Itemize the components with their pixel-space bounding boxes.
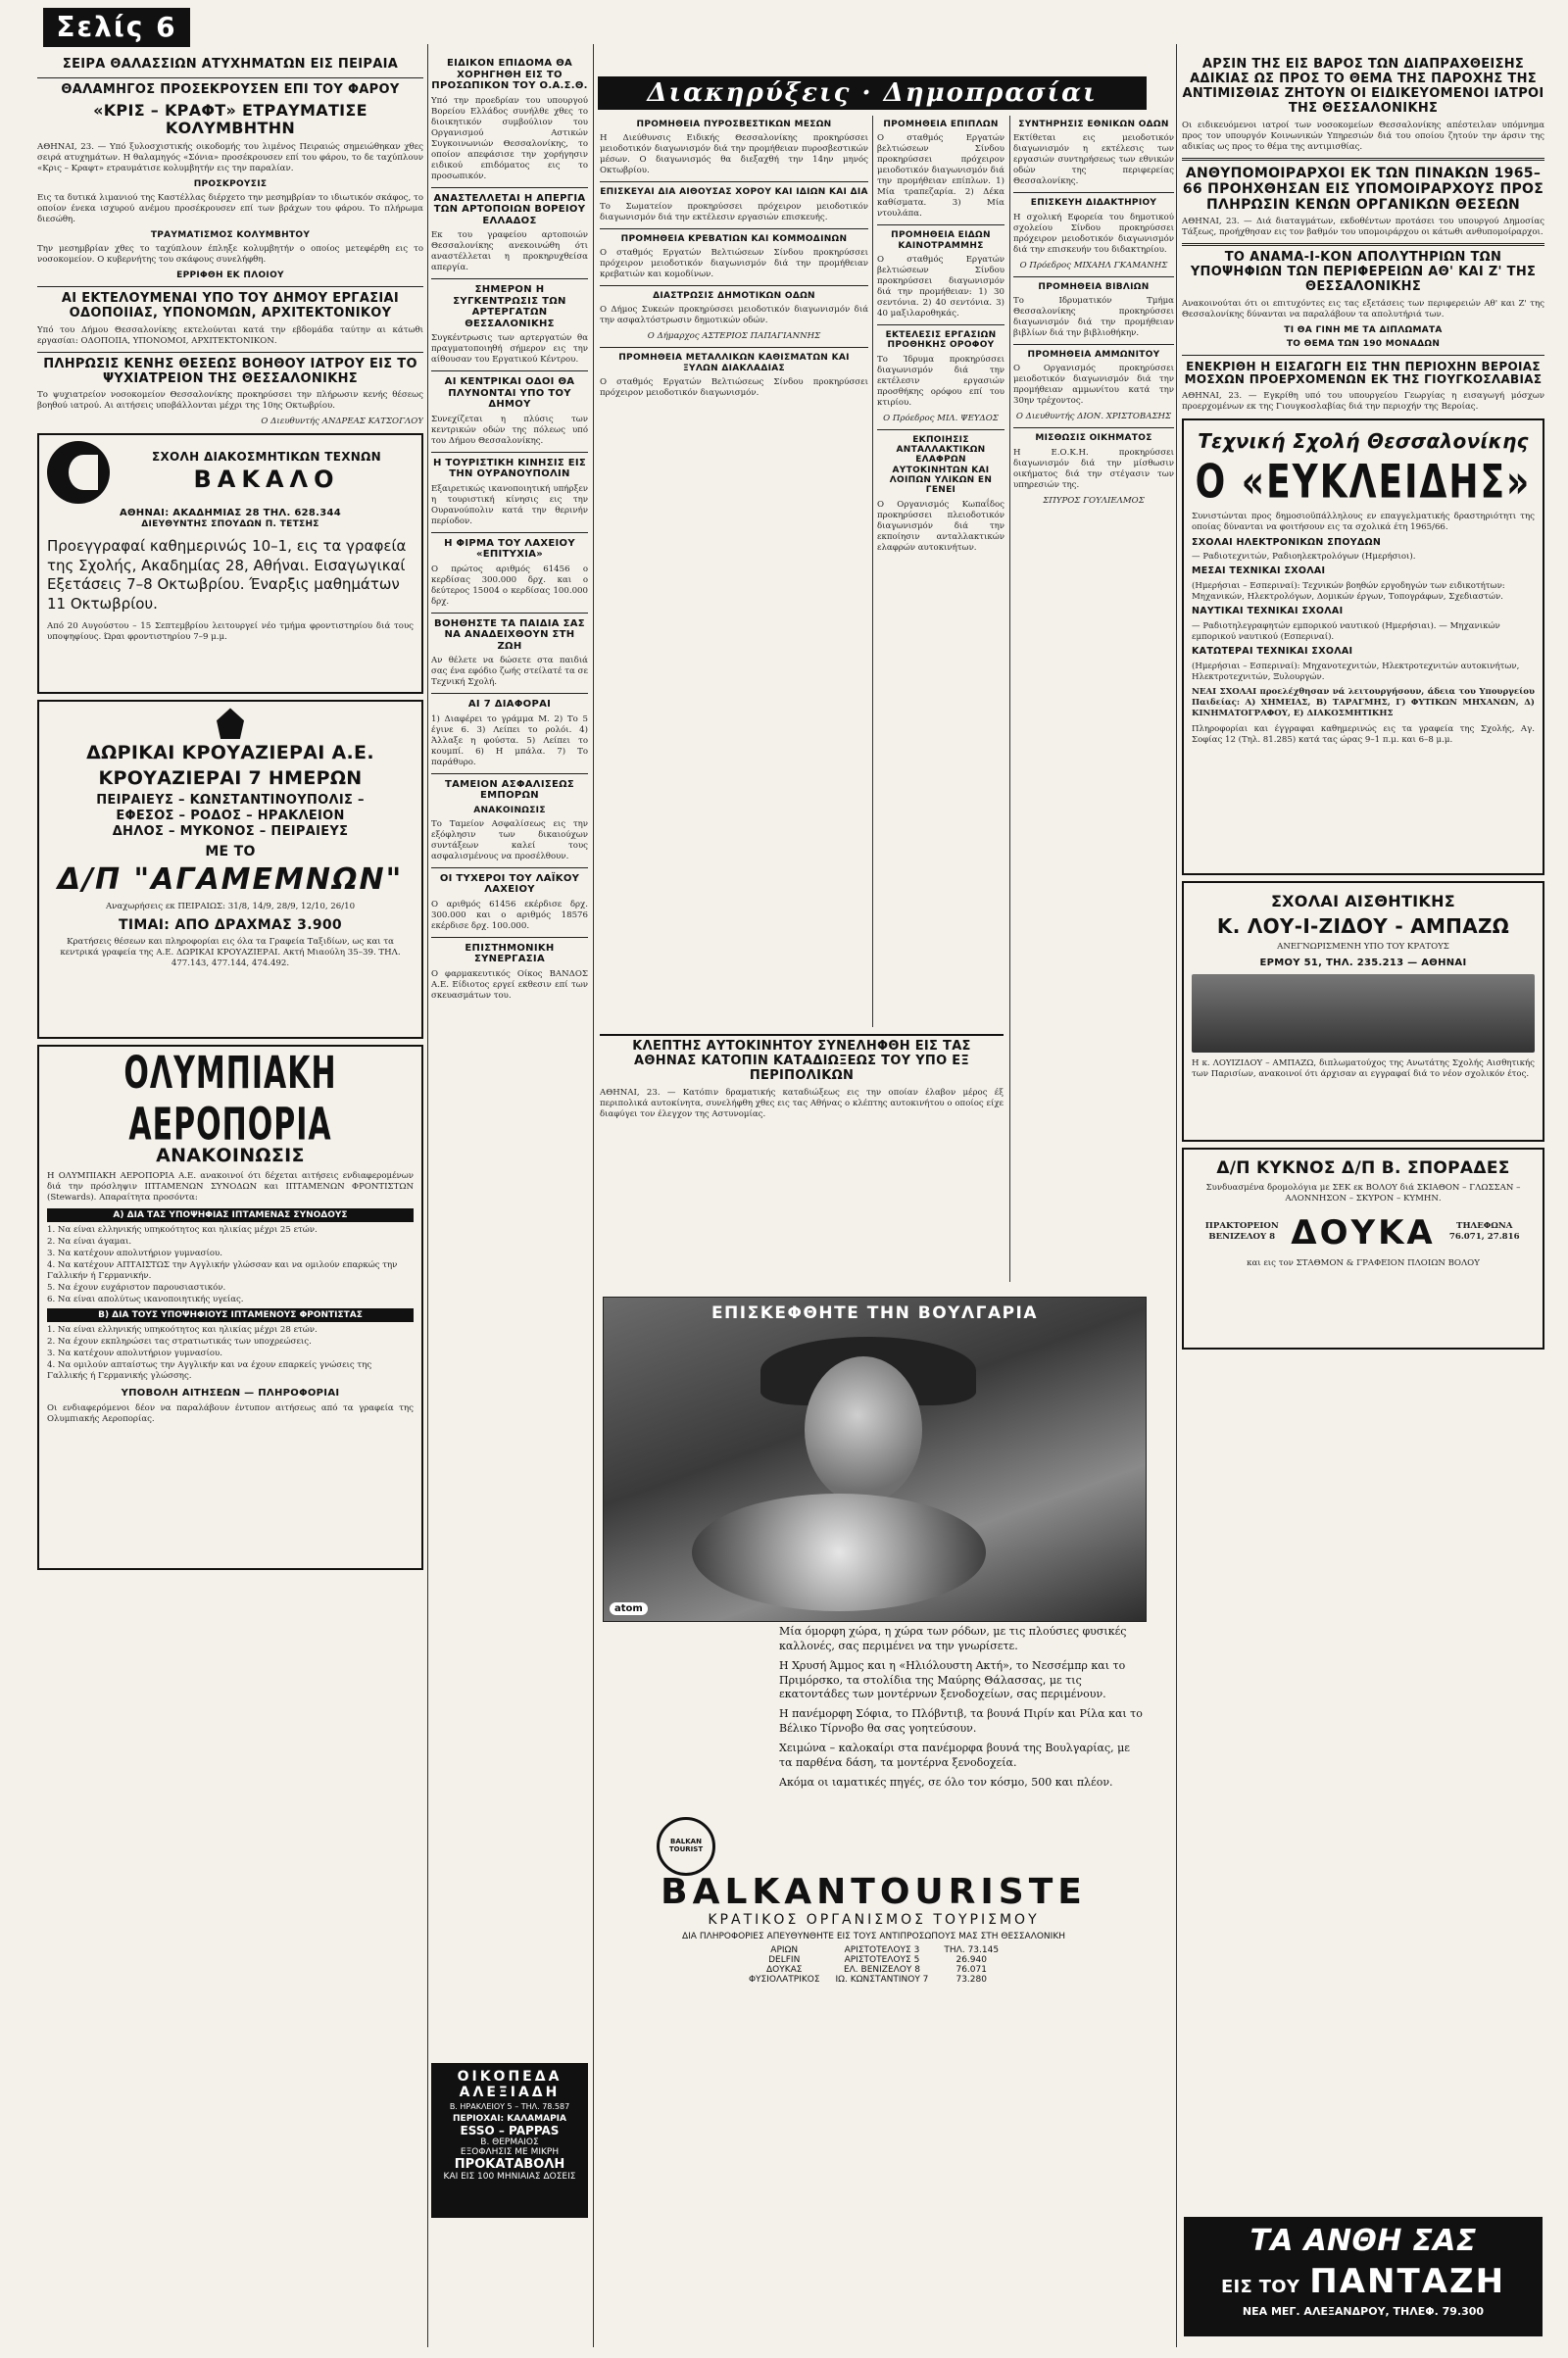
ad-line: ΤΑ ΑΝΘΗ ΣΑΣ: [1250, 2224, 1477, 2258]
agent-name: ΔΟΥΚΑΣ: [765, 1965, 803, 1975]
photo-agency-logo: atom: [610, 1602, 648, 1615]
agent-tel: 76.071: [956, 1965, 987, 1975]
ad-address: Β. ΗΡΑΚΛΕΙΟΥ 5 – ΤΗΛ. 78.587: [449, 2102, 570, 2112]
ad-body: Η ΟΛΥΜΠΙΑΚΗ ΑΕΡΟΠΟΡΙΑ Α.Ε. ανακοινοί ότι δέχεται αιτήσεις ενδιαφερομένων διά την πρόσληψιν ΙΠΤΑΜΕΝΩΝ ΣΥΝΟΔΩΝ και ΙΠΤΑΜΕΝΩΝ ΦΡΟΝΤΙΣΤΩΝ (Stewards). Απαραίτητα προσόντα:: [47, 1171, 414, 1204]
headline: ΒΟΗΘΗΣΤΕ ΤΑ ΠΑΙΔΙΑ ΣΑΣ ΝΑ ΑΝΑΔΕΙΧΘΟΥΝ ΣΤΗ ΖΩΗ: [434, 617, 585, 652]
ad-cruise-duration: ΚΡΟΥΑΖΙΕΡΑΙ 7 ΗΜΕΡΩΝ: [98, 767, 363, 790]
notice-signature: Ο Πρόεδρος ΜΙΧΑΗΛ ΓΚΑΜΑΝΗΣ: [1019, 260, 1168, 270]
notice-heading: ΕΠΙΣΚΕΥΗ ΔΙΔΑΚΤΗΡΙΟΥ: [1030, 198, 1157, 209]
ad-cruise-company: ΔΩΡΙΚΑΙ ΚΡΟΥΑΖΙΕΡΑΙ Α.Ε.: [86, 742, 374, 764]
headline: ΤΑΜΕΙΟΝ ΑΣΦΑΛΙΣΕΩΣ ΕΜΠΟΡΩΝ: [444, 778, 575, 801]
notice-text: Ο Οργανισμός Κωπαΐδος προκηρύσσει πλειοδοτικόν διαγωνισμόν διά την εκποίησιν ανταλλακτικών ελαφρών αυτοκινήτων.: [877, 499, 1004, 553]
notice-heading: ΠΡΟΜΗΘΕΙΑ ΕΠΙΠΛΩΝ: [883, 120, 999, 129]
ad-recognition: ΑΝΕΓΝΩΡΙΣΜΕΝΗ ΥΠΟ ΤΟΥ ΚΡΑΤΟΥΣ: [1277, 941, 1449, 952]
ad-line: ΕΞΟΦΛΗΣΙΣ ΜΕ ΜΙΚΡΗ: [460, 2147, 560, 2158]
headline: ΕΝΕΚΡΙΘΗ Η ΕΙΣΑΓΩΓΗ ΕΙΣ ΤΗΝ ΠΕΡΙΟΧΗΝ ΒΕΡΟΙΑΣ ΜΟΣΧΩΝ ΠΡΟΕΡΧΟΜΕΝΩΝ ΕΚ ΤΗΣ ΓΙΟΥΓΚΟΣΛΑΒΙΑΣ: [1184, 359, 1543, 387]
headline: ΑΡΣΙΝ ΤΗΣ ΕΙΣ ΒΑΡΟΣ ΤΩΝ ΔΙΑΠΡΑΧΘΕΙΣΗΣ ΑΔΙΚΙΑΣ ΩΣ ΠΡΟΣ ΤΟ ΘΕΜΑ ΤΗΣ ΠΑΡΟΧΗΣ ΤΗΣ ΑΝΤΙΜΙΣΘΙΑΣ ΖΗΤΟΥΝ ΟΙ ΕΙΔΙΚΕΥΟΜΕΝΟΙ ΙΑΤΡΟΙ ΤΗΣ ΘΕΣΣΑΛΟΝΙΚΗΣ: [1182, 57, 1544, 116]
headline: ΕΙΔΙΚΟΝ ΕΠΙΔΟΜΑ ΘΑ ΧΟΡΗΓΗΘΗ ΕΙΣ ΤΟ ΠΡΟΣΩΠΙΚΟΝ ΤΟΥ Ο.Α.Σ.Θ.: [431, 58, 588, 91]
notice-text: Ο Οργανισμός προκηρύσσει μειοδοτικόν διαγωνισμόν διά την προμήθειαν αμμωνίτου κατά την 30ην τρέχοντος.: [1013, 364, 1174, 407]
ferry-advertisement: [1182, 1148, 1544, 1350]
ad-airline-name: ΟΛΥΜΠΙΑΚΗ ΑΕΡΟΠΟΡΙΑ: [123, 1048, 337, 1151]
article-text: Συγκέντρωσις των αρτεργατών θα πραγματοποιηθή σήμερον εις την αίθουσαν του Εργατικού Κέντρου.: [431, 333, 588, 365]
ad-line: Β. ΘΕΡΜΑΙΟΣ: [480, 2137, 539, 2148]
ad-route: ΔΗΛΟΣ – ΜΥΚΟΝΟΣ – ΠΕΙΡΑΙΕΥΣ: [112, 824, 349, 839]
column-divider: [1176, 44, 1177, 2347]
article-text: Το ψυχιατρείον νοσοκομείον Θεσσαλονίκης προκηρύσσει την πλήρωσιν κενής θέσεως βοηθού ιατρού. Αι αιτήσεις υποβάλλονται μέχρι της 10ης Οκτωβρίου.: [37, 390, 423, 412]
article-text: Ο φαρμακευτικός Οίκος ΒΑΝΔΟΣ Α.Ε. Είδιοτος εργεί εκθεσιν επί των σκευασμάτων του.: [431, 968, 588, 1001]
agent-row: [741, 1955, 1006, 1965]
ad-section-heading: ΣΧΟΛΑΙ ΗΛΕΚΤΡΟΝΙΚΩΝ ΣΠΟΥΔΩΝ: [1192, 536, 1382, 548]
ad-announcement-label: ΑΝΑΚΟΙΝΩΣΙΣ: [156, 1145, 305, 1167]
ad-photo: [1192, 974, 1535, 1053]
notice-heading: ΠΡΟΜΗΘΕΙΑ ΜΕΤΑΛΛΙΚΩΝ ΚΑΘΙΣΜΑΤΩΝ ΚΑΙ ΞΥΛΩΝ ΔΙΑΚΛΑΔΙΑΣ: [618, 353, 850, 373]
car-thief-article: [600, 1034, 1004, 1286]
notice-heading: ΠΡΟΜΗΘΕΙΑ ΠΥΡΟΣΒΕΣΤΙΚΩΝ ΜΕΣΩΝ: [636, 120, 832, 129]
balkantourist-badge: [627, 1813, 745, 1880]
article-text: Ανακοινούται ότι οι επιτυχόντες εις τας εξετάσεις των περιφερειών Αθ' και Ζ' της Θεσσαλονίκης δύνανται να παραλάβουν τα απολυτήριά των.: [1182, 298, 1544, 319]
ad-director: ΔΙΕΥΘΥΝΤΗΣ ΣΠΟΥΔΩΝ Π. ΤΕΤΣΗΣ: [141, 518, 319, 529]
headline: ΑΙ ΚΕΝΤΡΙΚΑΙ ΟΔΟΙ ΘΑ ΠΛΥΝΟΝΤΑΙ ΥΠΟ ΤΟΥ ΔΗΜΟΥ: [444, 376, 575, 410]
column-divider: [872, 116, 873, 1027]
agent-addr: ΑΡΙΣΤΟΤΕΛΟΥΣ 5: [844, 1955, 920, 1965]
notices-column-a: [600, 116, 868, 1027]
notice-text: Ο σταθμός Εργατών Βελτιώσεων Σίνδου προκηρύσσει πρόχειρον μειοδοτικόν διαγωνισμόν διά την προμήθειαν κρεβατιών και κομοδίνων.: [600, 248, 868, 280]
article-text: Οι ειδικευόμενοι ιατροί των νοσοκομείων Θεσσαλονίκης απέστειλαν υπόμνημα προς τον υπουργόν Κοινωνικών Υπηρεσιών διά του οποίου ζητούν την άρσιν της αδικίας ως προς το θέμα της αντιμισθίας.: [1182, 120, 1544, 152]
notice-signature: Ο Δήμαρχος ΑΣΤΕΡΙΟΣ ΠΑΠΑΓΙΑΝΝΗΣ: [647, 331, 821, 342]
ad-school-type: ΣΧΟΛΗ ΔΙΑΚΟΣΜΗΤΙΚΩΝ ΤΕΧΝΩΝ: [152, 449, 381, 464]
notice-heading: ΕΠΙΣΚΕΥΑΙ ΔΙΑ ΑΙΘΟΥΣΑΣ ΧΟΡΟΥ ΚΑΙ ΙΔΙΩΝ ΚΑΙ ΔΙΑ: [600, 187, 868, 198]
ad-phones: ΤΗΛΕΦΩΝΑ 76.071, 27.816: [1448, 1220, 1520, 1242]
photo-caption-title: ΕΠΙΣΚΕΦΘΗΤΕ ΤΗΝ ΒΟΥΛΓΑΡΙΑ: [710, 1303, 1039, 1323]
florist-advertisement: [1184, 2217, 1543, 2336]
ad-section-heading: ΝΑΥΤΙΚΑΙ ΤΕΧΝΙΚΑΙ ΣΧΟΛΑΙ: [1192, 606, 1344, 617]
article-text: 1) Διαφέρει το γράμμα Μ. 2) Το 5 έγινε 6. 3) Λείπει το ρολόι. 4) Άλλαξε η φούστα. 5) Λείπει το κουμπί. 6) Η μπάλα. 7) Το παράθυρο.: [431, 713, 588, 767]
balkantourist-name: BALKANTOURISTE: [661, 1872, 1087, 1912]
article-text: Εις τα δυτικά λιμανιού της Καστέλλας διέρχετο την μεσημβρίαν το ιδιωτικόν σκάφος, το οποίον ένεκα ισχυρού ανέμου προσέκρουσεν επί των βράχων του φάρου. Το πλήρωμα διεσώθη.: [37, 193, 423, 224]
agent-tel: ΤΗΛ. 73.145: [944, 1945, 1000, 1955]
ad-body: Προεγγραφαί καθημερινώς 10–1, εις τα γραφεία της Σχολής, Ακαδημίας 28, Αθήναι. Εισαγωγικαί Εξετάσεις 7–8 Οκτωβρίου. Έναρξις μαθημάτων 11 Οκτωβρίου.: [47, 537, 407, 613]
notice-heading: ΜΙΣΘΩΣΙΣ ΟΙΚΗΜΑΤΟΣ: [1035, 433, 1152, 444]
ad-info: Πληροφορίαι και έγγραφαι καθημερινώς εις τα γραφεία της Σχολής, Αγ. Σοφίας 12 (Τηλ. 81.285) κατά τας ώρας 9–1 π.μ. και 6–8 μ.μ.: [1192, 724, 1535, 746]
ad-address: ΕΡΜΟΥ 51, ΤΗΛ. 235.213 — ΑΘΗΝΑΙ: [1259, 957, 1467, 968]
requirement-item: 4. Να ομιλούν απταίστως την Αγγλικήν και να έχουν επαρκείς γνώσεις της Γαλλικής ή Γερμανικής γλώσσης.: [47, 1360, 372, 1382]
requirement-item: 3. Να κατέχουν απολυτήριον γυμνασίου.: [47, 1349, 223, 1359]
woman-face-shape: [805, 1356, 922, 1503]
requirement-item: 2. Να έχουν εκπληρώσει τας στρατιωτικάς των υποχρεώσεις.: [47, 1337, 312, 1348]
requirement-item: 6. Να είναι απολύτως ικανοποιητικής υγείας.: [47, 1295, 244, 1305]
ad-line: ΕΙΣ ΤΟΥ: [1220, 2276, 1300, 2297]
page-number-masthead: Σελίς 6: [43, 8, 190, 47]
requirement-item: 5. Να έχουν ευχάριστον παρουσιαστικόν.: [47, 1283, 226, 1294]
agent-row: [741, 1975, 1006, 1985]
agent-addr: ΕΛ. ΒΕΝΙΖΕΛΟΥ 8: [843, 1965, 920, 1975]
ad-area: ΠΕΡΙΟΧΑΙ: ΚΑΛΑΜΑΡΙΑ: [453, 2114, 566, 2125]
notice-heading: ΕΚΠΟΙΗΣΙΣ ΑΝΤΑΛΛΑΚΤΙΚΩΝ ΕΛΑΦΡΩΝ ΑΥΤΟΚΙΝΗΤΩΝ ΚΑΙ ΛΟΙΠΩΝ ΥΛΙΚΩΝ ΕΝ ΓΕΝΕΙ: [889, 434, 993, 496]
olympic-airways-advertisement: [37, 1045, 423, 1570]
balkantourist-info: ΔΙΑ ΠΛΗΡΟΦΟΡΙΕΣ ΑΠΕΥΘΥΝΘΗΤΕ ΕΙΣ ΤΟΥΣ ΑΝΤΙΠΡΟΣΩΠΟΥΣ ΜΑΣ ΣΤΗ ΘΕΣΣΑΛΟΝΙΚΗ: [681, 1932, 1065, 1941]
ad-name: Κ. ΛΟΥ-Ι-ΖΙΔΟΥ - ΑΜΠΑΖΩ: [1216, 913, 1510, 938]
ad-new-schools: ΝΕΑΙ ΣΧΟΛΑΙ προελέχθησαν νά λειτουργήσουν, άδεια του Υπουργείου Παιδείας: Α) ΧΗΜΕΙΑΣ, Β) ΤΑΡΑΓΜΗΣ, Γ) ΦΥΤΙΚΩΝ ΜΗΧΑΝΩΝ, Δ) ΚΙΝΗΜΑΤΟΓΡΑΦΟΥ, Ε) ΔΙΑΚΟΣΜΗΤΙΚΗΣ: [1192, 687, 1535, 719]
headline: ΑΝΘΥΠΟΜΟΙΡΑΡΧΟΙ ΕΚ ΤΩΝ ΠΙΝΑΚΩΝ 1965–66 ΠΡΟΗΧΘΗΣΑΝ ΕΙΣ ΥΠΟΜΟΙΡΑΡΧΟΥΣ ΠΡΟΣ ΠΛΗΡΩΣΙΝ ΚΕΝΩΝ ΟΡΓΑΝΙΚΩΝ ΘΕΣΕΩΝ: [1182, 165, 1544, 213]
notice-text: Το Σωματείον προκηρύσσει πρόχειρον μειοδοτικόν διαγωνισμόν διά την εκτέλεσιν εργασιών επισκευής.: [600, 201, 868, 222]
ad-agency: ΠΡΑΚΤΟΡΕΙΟΝ ΒΕΝΙΖΕΛΟΥ 8: [1204, 1220, 1279, 1242]
ad-section-heading: Α) ΔΙΑ ΤΑΣ ΥΠΟΨΗΦΙΑΣ ΙΠΤΑΜΕΝΑΣ ΣΥΝΟΔΟΥΣ: [47, 1208, 414, 1222]
column-divider: [1009, 116, 1010, 1282]
ad-address: ΝΕΑ ΜΕΓ. ΑΛΕΞΑΝΔΡΟΥ, ΤΗΛΕΦ. 79.300: [1242, 2304, 1485, 2318]
requirement-item: 1. Να είναι ελληνικής υπηκοότητος και ηλικίας μέχρι 28 ετών.: [47, 1325, 318, 1336]
headline: ΑΙ 7 ΔΙΑΦΟΡΑΙ: [467, 699, 552, 710]
ad-line: ΠΡΟΚΑΤΑΒΟΛΗ: [454, 2157, 565, 2173]
headline: Η ΤΟΥΡΙΣΤΙΚΗ ΚΙΝΗΣΙΣ ΕΙΣ ΤΗΝ ΟΥΡΑΝΟΥΠΟΛΙΝ: [432, 457, 587, 479]
ad-paragraph: Χειμώνα – καλοκαίρι στα πανέμορφα βουνά της Βουλγαρίας, με τα παρθένα δάση, τα μοντέρνα ξενοδοχεία.: [779, 1741, 1130, 1769]
agent-addr: ΙΩ. ΚΩΝΣΤΑΝΤΙΝΟΥ 7: [835, 1975, 929, 1985]
article-text: Ο αριθμός 61456 εκέρδισε δρχ. 300.000 και ο αριθμός 18576 εκέρδισε δρχ. 100.000.: [431, 899, 588, 931]
school-logo-icon: [47, 441, 110, 504]
ad-apply-heading: ΥΠΟΒΟΛΗ ΑΙΤΗΣΕΩΝ — ΠΛΗΡΟΦΟΡΙΑΙ: [121, 1388, 340, 1400]
ad-departures: Αναχωρήσεις εκ ΠΕΙΡΑΙΩΣ: 31/8, 14/9, 28/9, 12/10, 26/10: [105, 901, 356, 911]
requirement-item: 4. Να κατέχουν ΑΠΤΑΙΣΤΩΣ την Αγγλικήν γλώσσαν και να ομιλούν επαρκώς την Γαλλικήν ή Γερμανικήν.: [47, 1260, 398, 1282]
notice-signature: ΣΠΥΡΟΣ ΓΟΥΛΙΕΛΜΟΣ: [1043, 495, 1145, 506]
headline: ΘΑΛΑΜΗΓΟΣ ΠΡΟΣΕΚΡΟΥΣΕΝ ΕΠΙ ΤΟΥ ΦΑΡΟΥ: [61, 81, 400, 97]
balkantourist-footer: [603, 1872, 1145, 1989]
article-text: Υπό του Δήμου Θεσσαλονίκης εκτελούνται κατά την εβδομάδα ταύτην αι κάτωθι εργασίαι: ΟΔΟΠΟΙΙΑ, ΥΠΟΝΟΜΟΙ, ΑΡΧΙΤΕΚΤΟΝΙΚΟΝ.: [37, 324, 423, 346]
agent-tel: 73.280: [956, 1975, 987, 1985]
headline: ΠΛΗΡΩΣΙΣ ΚΕΝΗΣ ΘΕΣΕΩΣ ΒΟΗΘΟΥ ΙΑΤΡΟΥ ΕΙΣ ΤΟ ΨΥΧΙΑΤΡΕΙΟΝ ΤΗΣ ΘΕΣΣΑΛΟΝΙΚΗΣ: [43, 356, 417, 386]
notice-heading: ΠΡΟΜΗΘΕΙΑ ΒΙΒΛΙΩΝ: [1038, 281, 1150, 292]
article-text: Ο πρώτος αριθμός 61456 ο κερδίσας 300.000 δρχ. και ο δεύτερος 15004 ο κερδίσας 100.000 δρχ.: [431, 564, 588, 607]
ad-section-text: (Ημερήσιαι – Εσπεριναί): Μηχανοτεχνιτών, Ηλεκτροτεχνιτών αυτοκινήτων, Ηλεκτροτεχνιτών, Ξυλουργών.: [1192, 662, 1520, 683]
headline: ΤΟ ΑΝΑΜΑ-Ι-ΚΟΝ ΑΠΟΛΥΤΗΡΙΩΝ ΤΩΝ ΥΠΟΨΗΦΙΩΝ ΤΩΝ ΠΕΡΙΦΕΡΕΙΩΝ ΑΘ' ΚΑΙ Ζ' ΤΗΣ ΘΕΣΣΑΛΟΝΙΚΗΣ: [1190, 250, 1537, 294]
notice-text: Ο Δήμος Συκεών προκηρύσσει μειοδοτικόν διαγωνισμόν διά την ασφαλτόστρωσιν δημοτικών οδών.: [600, 305, 868, 326]
bulgaria-ad-text: [779, 1625, 1145, 1870]
auction-notices-banner: Διακηρύξεις · Δημοπρασίαι: [598, 76, 1147, 110]
column-4: [1182, 54, 1544, 2215]
notice-signature: Ο Πρόεδρος ΜΙΛ. ΨΕΥΔΟΣ: [883, 413, 999, 423]
subheading: ΤΟ ΘΕΜΑ ΤΩΝ 190 ΜΟΝΑΔΩΝ: [1286, 339, 1441, 350]
headline: ΟΙ ΤΥΧΕΡΟΙ ΤΟΥ ΛΑΪΚΟΥ ΛΑΧΕΙΟΥ: [439, 872, 580, 896]
requirement-item: 2. Να είναι άγαμαι.: [47, 1237, 132, 1248]
ad-info: Κρατήσεις θέσεων και πληροφορίαι εις όλα τα Γραφεία Ταξιδίων, ως και τα κεντρικά γραφεία της Α.Ε. ΔΩΡΙΚΑΙ ΚΡΟΥΑΖΙΕΡΑΙ. Ακτή Μιαούλη 35–39. ΤΗΛ. 477.143, 477.144, 474.492.: [60, 936, 401, 968]
agent-row: [741, 1945, 1006, 1955]
article-text: Συνεχίζεται η πλύσις των κεντρικών οδών της πόλεως υπό του Δήμου Θεσσαλονίκης.: [431, 414, 588, 446]
ad-ferry-names: Δ/Π ΚΥΚΝΟΣ Δ/Π Β. ΣΠΟΡΑΔΕΣ: [1216, 1158, 1510, 1179]
ad-route: ΠΕΙΡΑΙΕΥΣ – ΚΩΝΣΤΑΝΤΙΝΟΥΠΟΛΙΣ –: [96, 793, 365, 809]
notice-heading: ΠΡΟΜΗΘΕΙΑ ΑΜΜΩΝΙΤΟΥ: [1027, 350, 1160, 361]
notice-heading: ΠΡΟΜΗΘΕΙΑ ΚΡΕΒΑΤΙΩΝ ΚΑΙ ΚΟΜΜΟΔΙΝΩΝ: [620, 233, 848, 244]
rose-basket-shape: [692, 1494, 986, 1611]
euclid-school-advertisement: [1182, 418, 1544, 875]
balkantourist-logo-icon: BALKAN TOURIST: [657, 1817, 715, 1876]
ad-section-text: — Ραδιοτηλεγραφητών εμπορικού ναυτικού (Ημερήσιαι). — Μηχανικών εμπορικού ναυτικού (Εσπεριναί).: [1192, 621, 1500, 643]
ad-paragraph: Η πανέμορφη Σόφια, το Πλόβντιβ, τα βουνά Πιρίν και Ρίλα και το Βέλικο Τίρνοβο θα σας γοητεύσουν.: [779, 1707, 1143, 1736]
headline: Η ΦΙΡΜΑ ΤΟΥ ΛΑΧΕΙΟΥ «ΕΠΙΤΥΧΙΑ»: [444, 537, 575, 560]
balkantourist-subtitle: ΚΡΑΤΙΚΟΣ ΟΡΓΑΝΙΣΜΟΣ ΤΟΥΡΙΣΜΟΥ: [708, 1912, 1040, 1928]
article-text: Το Ταμείον Ασφαλίσεως εις την εξόφλησιν των δικαιούχων συντάξεων καλεί τους ασφαλισμένους να προσέλθουν.: [431, 818, 588, 861]
notice-text: Ο σταθμός Εργατών βελτιώσεων Σίνδου προκηρύσσει διαγωνισμόν διά την προμήθειαν: 1) 30 σεντόνια. 2) 40 σεντόνια. 3) 40 μαξιλαροθηκάς.: [877, 255, 1004, 319]
ad-title: ΣΧΟΛΑΙ ΑΙΣΘΗΤΙΚΗΣ: [1270, 892, 1456, 911]
article-text: ΑΘΗΝΑΙ, 23. — Κατόπιν δραματικής καταδιώξεως εις την οποίαν έλαβον μέρος έξ περιπολικά αυτοκίνητα, συνελήφθη χθες εις τας Αθήνας ο κλέπτης αυτοκινήτου ο οποίος είχε διαφύγει τον έλεγχον της Αστυνομίας.: [600, 1087, 1004, 1119]
subheading: ΕΡΡΙΦΘΗ ΕΚ ΠΛΟΙΟΥ: [176, 270, 284, 281]
ad-shop-name: ΠΑΝΤΑΖΗ: [1309, 2261, 1506, 2301]
column-1: [37, 54, 423, 2347]
article-text: ΑΘΗΝΑΙ, 23. — Διά διαταγμάτων, εκδοθέντων προτάσει του υπουργού Δημοσίας Τάξεως, προήχθησαν εις τον βαθμόν του υπομοιράρχου οι κάτωθι ανθυπομοίραρχοι.: [1182, 217, 1544, 238]
notice-text: Ο σταθμός Εργατών βελτιώσεων Σίνδου προκηρύσσει πρόχειρον μειοδοτικόν διαγωνισμόν διά την προμήθειαν επίπλων. 1) Μία τραπεζαρία. 2) Δέκα καθίσματα. 3) Μία ντουλάπα.: [877, 133, 1004, 220]
school-advertisement: [37, 433, 423, 694]
article-text: Εξαιρετικώς ικανοποιητική υπήρξεν η τουριστική κίνησις εις την Ουρανούπολιν κατά την θερινήν περίοδον.: [431, 483, 588, 526]
ad-ship-name: Δ/Π "ΑΓΑΜΕΜΝΩΝ": [57, 862, 404, 898]
notices-column-b: [877, 116, 1004, 1027]
ship-icon: [217, 708, 244, 739]
notice-signature: Ο Διευθυντής ΔΙΟΝ. ΧΡΙΣΤΟΒΑΣΗΣ: [1015, 412, 1172, 422]
ad-section-text: — Ραδιοτεχνιτών, Ραδιοηλεκτρολόγων (Ημερήσιοι).: [1192, 552, 1416, 563]
ad-body: Η κ. ΛΟΥΙΖΙΔΟΥ – ΑΜΠΑΖΩ, διπλωματούχος της Ανωτάτης Σχολής Αισθητικής των Παρισίων, ανακοινοί ότι άρχισαν αι εγγραφαί διά το νέον σχολικόν έτος.: [1192, 1058, 1535, 1080]
agent-name: ΦΥΣΙΟΛΑΤΡΙΚΟΣ: [748, 1975, 820, 1985]
requirement-item: 3. Να κατέχουν απολυτήριον γυμνασίου.: [47, 1249, 223, 1259]
ad-with: ΜΕ ΤΟ: [205, 843, 256, 860]
headline: ΣΕΙΡΑ ΘΑΛΑΣΣΙΩΝ ΑΤΥΧΗΜΑΤΩΝ ΕΙΣ ΠΕΙΡΑΙΑ: [62, 57, 399, 72]
bulgaria-ad-photo: [603, 1297, 1147, 1622]
ad-section-heading: ΜΕΣΑΙ ΤΕΧΝΙΚΑΙ ΣΧΟΛΑΙ: [1192, 565, 1326, 577]
notice-text: Το Ιδρυματικόν Τμήμα Θεσσαλονίκης προκηρύσσει διαγωνισμόν διά την προμήθειαν βιβλίων διά την βιβλιοθήκην.: [1013, 296, 1174, 339]
agent-addr: ΑΡΙΣΤΟΤΕΛΟΥΣ 3: [844, 1945, 920, 1955]
notice-heading: ΔΙΑΣΤΡΩΣΙΣ ΔΗΜΟΤΙΚΩΝ ΟΔΩΝ: [653, 291, 815, 302]
article-text: ΑΘΗΝΑΙ, 23. — Εγκρίθη υπό του υπουργείου Γεωργίας η εισαγωγή μόσχων προερχομένων εκ της Γιουγκοσλαβίας διά την περιοχήν της Βεροίας.: [1182, 391, 1544, 413]
ad-paragraph: Μία όμορφη χώρα, η χώρα των ρόδων, με τις πλούσιες φυσικές καλλονές, σας περιμένει να την γνωρίσετε.: [779, 1625, 1127, 1652]
cruise-advertisement: [37, 700, 423, 1039]
notice-text: Το Ίδρυμα προκηρύσσει διαγωνισμόν διά την εκτέλεσιν εργασιών προσθήκης ορόφου επί του κτιρίου.: [877, 354, 1004, 408]
article-text: ΑΘΗΝΑΙ, 23. — Υπό ξυλοσχιστικής οικοδομής του λιμένος Πειραιώς σημειώθηκαν χθες σειρά ατυχημάτων. Η θαλαμηγός «Σόνια» προσέκρουσεν επί του φάρου, το δε ταχύπλουν «Κρις – Κραφτ» ετραυμάτισε κολυμβητήν εις την παραλίαν.: [37, 141, 423, 173]
headline: ΑΝΑΣΤΕΛΛΕΤΑΙ Η ΑΠΕΡΓΙΑ ΤΩΝ ΑΡΤΟΠΟΙΩΝ ΒΟΡΕΙΟΥ ΕΛΛΑΔΟΣ: [433, 192, 586, 226]
ad-intro: Συνιστώνται προς δημοσιοϋπάλληλους εν επαγγελματικής δραστηριότητι της οποίας δύνανται να φοιτήσουν εις τα σχολικά έτη 1965/66.: [1192, 511, 1535, 532]
ad-paragraph: Η Χρυσή Άμμος και η «Ηλιόλουστη Ακτή», το Νεσσέμπρ και το Πριμόρσκο, τα στολίδια της Μαύρης Θάλασσας, με τις εκατοντάδες των μοντέρνων ξενοδοχείων, σας περιμένουν.: [779, 1658, 1126, 1701]
ad-school-name: ΒΑΚΑΛΟ: [193, 465, 340, 493]
ad-body: Συνδυασμένα δρομολόγια με ΣΕΚ εκ ΒΟΛΟΥ διά ΣΚΙΑΘΟΝ – ΓΛΩΣΣΑΝ – ΑΛΟΝΝΗΣΟΝ – ΣΚΥΡΟΝ – ΚΥΜΗΝ.: [1205, 1182, 1521, 1204]
ad-paragraph: Ακόμα οι ιαματικές πηγές, σε όλο τον κόσμο, 500 και πλέον.: [779, 1775, 1113, 1789]
headline: ΚΛΕΠΤΗΣ ΑΥΤΟΚΙΝΗΤΟΥ ΣΥΝΕΛΗΦΘΗ ΕΙΣ ΤΑΣ ΑΘΗΝΑΣ ΚΑΤΟΠΙΝ ΚΑΤΑΔΙΩΞΕΩΣ ΤΟΥ ΥΠΟ ΕΞ ΠΕΡΙΠΟΛΙΚΩΝ: [632, 1039, 971, 1083]
ad-school-name: Ο «ΕΥΚΛΕΙΔΗΣ»: [1195, 456, 1532, 510]
agent-name: DELFIN: [768, 1955, 801, 1965]
subheading: ΠΡΟΣΚΡΟΥΣΙΣ: [193, 178, 268, 189]
notice-text: Η σχολική Εφορεία του δημοτικού σχολείου Σίνδου προκηρύσσει πρόχειρον μειοδοτικόν διαγωνισμόν διά την επισκευήν του διδακτηρίου.: [1013, 212, 1174, 255]
land-plots-advertisement: [431, 2063, 588, 2218]
ad-section-text: (Ημερήσιαι – Εσπεριναί): Τεχνικών βοηθών εργοδηγών των ειδικοτήτων: Μηχανικών, Ηλεκτρολόγων, Δομικών έργων, Τοπογράφων, Σχεδιαστών.: [1192, 581, 1505, 603]
notice-text: Η Διεύθυνσις Ειδικής Θεσσαλονίκης προκηρύσσει μειοδοτικόν διαγωνισμόν διά την προμήθειαν πυροσβεστικών μέσων. Ο διαγωνισμός θα διεξαχθή την 14ην μηνός Οκτωβρίου.: [600, 133, 868, 176]
ad-address: ΑΘΗΝΑΙ: ΑΚΑΔΗΜΙΑΣ 28 ΤΗΛ. 628.344: [119, 508, 342, 519]
ad-agency-name: ΔΟΥΚΑ: [1291, 1212, 1436, 1253]
ad-line: ΚΑΙ ΕΙΣ 100 ΜΗΝΙΑΙΑΣ ΔΟΣΕΙΣ: [443, 2172, 576, 2183]
subheading: ΑΝΑΚΟΙΝΩΣΙΣ: [473, 805, 546, 815]
ad-school-type: Τεχνική Σχολή Θεσσαλονίκης: [1198, 429, 1529, 454]
agent-name: ΑΡΙΩΝ: [770, 1945, 799, 1955]
notice-heading: ΕΚΤΕΛΕΣΙΣ ΕΡΓΑΣΙΩΝ ΠΡΟΘΗΚΗΣ ΟΡΟΦΟΥ: [885, 330, 997, 351]
ad-route: ΕΦΕΣΟΣ – ΡΟΔΟΣ – ΗΡΑΚΛΕΙΟΝ: [116, 809, 345, 824]
ad-note: Από 20 Αυγούστου – 15 Σεπτεμβρίου λειτουργεί νέο τμήμα φροντιστηρίου διά τους υποψηφίους. Ώραι φροντιστηρίου 7–9 μ.μ.: [47, 621, 414, 643]
column-divider: [593, 44, 594, 2347]
notice-heading: ΠΡΟΜΗΘΕΙΑ ΕΙΔΩΝ ΚΑΙΝΟΤΡΑΜΜΗΣ: [891, 230, 991, 251]
article-text: Υπό την προεδρίαν του υπουργού Βορείου Ελλάδος συνήλθε χθες το διοικητικόν συμβούλιον του Οργανισμού Αστικών Συγκοινωνιών Θεσσαλονίκης, το οποίον απεφάσισε την χορήγησιν ειδικού επιδόματος εις το προσωπικόν.: [431, 95, 588, 181]
notice-text: Εκτίθεται εις μειοδοτικόν διαγωνισμόν η εκτέλεσις των εργασιών συντηρήσεως των εθνικών οδών της περιφερείας Θεσσαλονίκης.: [1013, 133, 1174, 187]
ad-footer: και εις τον ΣΤΑΘΜΟΝ & ΓΡΑΦΕΙΟΝ ΠΛΟΙΩΝ ΒΟΛΟΥ: [1247, 1257, 1480, 1268]
ad-price: ΤΙΜΑΙ: ΑΠΟ ΔΡΑΧΜΑΣ 3.900: [119, 916, 342, 933]
headline: ΣΗΜΕΡΟΝ Η ΣΥΓΚΕΝΤΡΩΣΙΣ ΤΩΝ ΑΡΤΕΡΓΑΤΩΝ ΘΕΣΣΑΛΟΝΙΚΗΣ: [453, 284, 566, 329]
ad-brand: ESSO – PAPPAS: [460, 2124, 560, 2138]
ad-section-heading: ΚΑΤΩΤΕΡΑΙ ΤΕΧΝΙΚΑΙ ΣΧΟΛΑΙ: [1192, 646, 1353, 658]
signature: Ο Διευθυντής ΑΝΔΡΕΑΣ ΚΑΤΣΟΓΛΟΥ: [261, 417, 423, 427]
headline: ΑΙ ΕΚΤΕΛΟΥΜΕΝΑΙ ΥΠΟ ΤΟΥ ΔΗΜΟΥ ΕΡΓΑΣΙΑΙ ΟΔΟΠΟΙΙΑΣ, ΥΠΟΝΟΜΩΝ, ΑΡΧΙΤΕΚΤΟΝΙΚΟΥ: [61, 290, 400, 320]
subheading: ΤΙ ΘΑ ΓΙΝΗ ΜΕ ΤΑ ΔΙΠΛΩΜΑΤΑ: [1284, 324, 1443, 335]
article-text: Εκ του γραφείου αρτοποιών Θεσσαλονίκης ανεκοινώθη ότι αναστέλλεται η προκηρυχθείσα απεργία.: [431, 230, 588, 272]
ad-title: ΟΙΚΟΠΕΔΑ ΑΛΕΞΙΑΔΗ: [457, 2069, 563, 2101]
column-divider: [427, 44, 428, 2347]
aesthetics-school-advertisement: [1182, 881, 1544, 1142]
notice-text: Η Ε.Ο.Κ.Η. προκηρύσσει διαγωνισμόν διά την μίσθωσιν οικήματος διά την στέγασιν των υπηρεσιών της.: [1013, 447, 1174, 490]
column-2: [431, 54, 588, 2347]
agent-row: [741, 1965, 1006, 1975]
ad-section-heading: Β) ΔΙΑ ΤΟΥΣ ΥΠΟΨΗΦΙΟΥΣ ΙΠΤΑΜΕΝΟΥΣ ΦΡΟΝΤΙΣΤΑΣ: [47, 1308, 414, 1322]
headline: «ΚΡΙΣ – ΚΡΑΦΤ» ΕΤΡΑΥΜΑΤΙΣΕ ΚΟΛΥΜΒΗΤΗΝ: [93, 100, 368, 138]
agent-tel: 26.940: [956, 1955, 987, 1965]
headline: ΕΠΙΣΤΗΜΟΝΙΚΗ ΣΥΝΕΡΓΑΣΙΑ: [465, 942, 555, 965]
notices-column-c: [1013, 116, 1174, 1282]
subheading: ΤΡΑΥΜΑΤΙΣΜΟΣ ΚΟΛΥΜΒΗΤΟΥ: [150, 230, 311, 240]
article-text: Αν θέλετε να δώσετε στα παιδιά σας ένα εφόδιο ζωής στείλατέ τα σε Τεχνική Σχολή.: [431, 656, 588, 687]
notice-heading: ΣΥΝΤΗΡΗΣΙΣ ΕΘΝΙΚΩΝ ΟΔΩΝ: [1018, 120, 1169, 129]
ad-apply-text: Οι ενδιαφερόμενοι δέον να παραλάβουν έντυπον αιτήσεως από τα γραφεία της Ολυμπιακής Αεροπορίας.: [47, 1402, 414, 1424]
article-text: Την μεσημβρίαν χθες το ταχύπλουν έπληξε κολυμβητήν ο οποίος μετεφέρθη εις το νοσοκομείον. Ο κυβερνήτης του σκάφους συνελήφθη.: [37, 244, 423, 266]
requirement-item: 1. Να είναι ελληνικής υπηκοότητος και ηλικίας μέχρι 25 ετών.: [47, 1225, 318, 1236]
agents-table: [741, 1945, 1006, 1985]
notice-text: Ο σταθμός Εργατών Βελτιώσεως Σίνδου προκηρύσσει πρόχειρον μειοδοτικόν διαγωνισμόν.: [600, 377, 868, 399]
